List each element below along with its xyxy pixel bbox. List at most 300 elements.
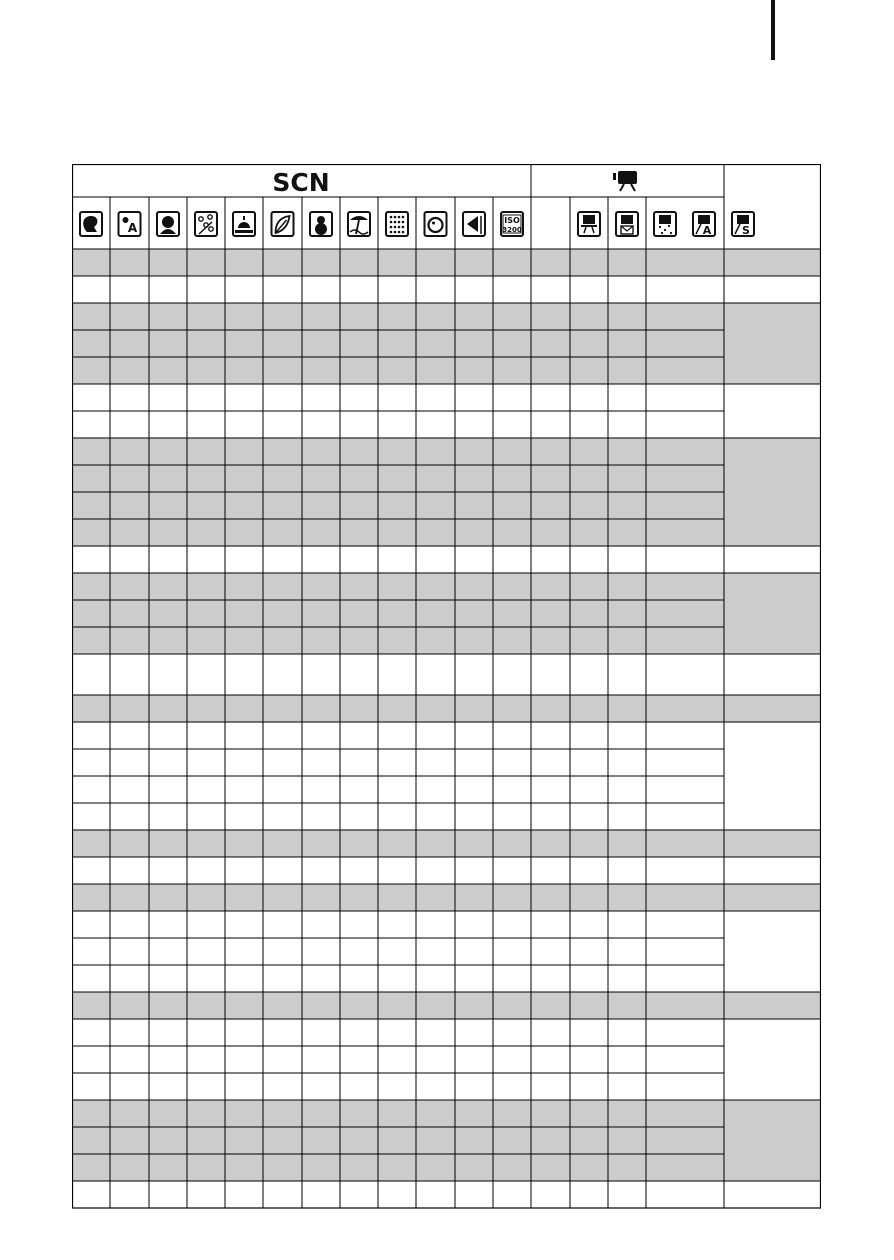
table-cell [608, 695, 646, 722]
table-cell [149, 992, 187, 1019]
table-cell [416, 330, 455, 357]
table-cell [455, 1100, 493, 1127]
table-cell [531, 438, 570, 465]
table-cell [302, 330, 340, 357]
table-cell [455, 600, 493, 627]
table-cell [378, 330, 416, 357]
table-cell [149, 857, 187, 884]
table-cell [110, 1181, 149, 1208]
table-cell [340, 438, 378, 465]
table-cell [416, 911, 455, 938]
movie-camera-icon [613, 171, 637, 191]
table-cell [378, 249, 416, 276]
table-cell [378, 695, 416, 722]
table-cell [531, 857, 570, 884]
table-cell [187, 384, 225, 411]
table-cell [187, 465, 225, 492]
table-row [72, 1046, 724, 1073]
table-cell [263, 465, 302, 492]
table-cell [263, 884, 302, 911]
table-cell [340, 1181, 378, 1208]
table-cell [263, 1046, 302, 1073]
table-cell [263, 627, 302, 654]
table-cell [302, 911, 340, 938]
table-cell [263, 722, 302, 749]
table-cell [110, 492, 149, 519]
table-cell [531, 330, 570, 357]
table-cell [225, 519, 263, 546]
table-cell [378, 965, 416, 992]
table-cell [149, 519, 187, 546]
table-cell [455, 884, 493, 911]
table-cell [570, 384, 608, 411]
table-cell [110, 276, 149, 303]
table-cell [531, 1019, 570, 1046]
table-cell [531, 776, 570, 803]
table-cell [225, 830, 263, 857]
table-cell [72, 722, 110, 749]
table-cell [378, 1181, 416, 1208]
table-cell [646, 492, 724, 519]
table-cell [646, 627, 724, 654]
table-cell [378, 857, 416, 884]
table-cell [340, 1127, 378, 1154]
table-cell [455, 965, 493, 992]
table-cell [72, 803, 110, 830]
table-cell [110, 438, 149, 465]
table-cell [493, 1154, 531, 1181]
table-cell [187, 857, 225, 884]
table-cell [187, 830, 225, 857]
table-grid [72, 164, 821, 1210]
table-cell [493, 519, 531, 546]
notes-cell [724, 249, 821, 276]
table-cell [570, 438, 608, 465]
table-cell [531, 1046, 570, 1073]
table-cell [416, 249, 455, 276]
table-cell [225, 911, 263, 938]
table-cell [493, 546, 531, 573]
table-cell [225, 1019, 263, 1046]
table-cell [263, 384, 302, 411]
table-cell [455, 1127, 493, 1154]
table-cell [455, 303, 493, 330]
table-cell [416, 492, 455, 519]
svg-text:A: A [127, 221, 138, 235]
table-cell [378, 803, 416, 830]
table-cell [531, 1181, 570, 1208]
table-cell [608, 384, 646, 411]
table-cell [493, 330, 531, 357]
table-cell [187, 938, 225, 965]
table-cell [72, 1073, 110, 1100]
table-cell [187, 1100, 225, 1127]
table-cell [646, 573, 724, 600]
table-cell [570, 249, 608, 276]
scn-group-label: SCN [272, 168, 330, 197]
table-cell [531, 627, 570, 654]
notes-cell [724, 1100, 821, 1181]
table-cell [608, 830, 646, 857]
table-cell [570, 749, 608, 776]
table-cell [646, 411, 724, 438]
table-cell [646, 1154, 724, 1181]
table-cell [110, 695, 149, 722]
table-cell [608, 884, 646, 911]
table-cell [187, 965, 225, 992]
table-cell [531, 992, 570, 1019]
table-cell [72, 1154, 110, 1181]
table-cell [493, 600, 531, 627]
table-cell [378, 627, 416, 654]
table-cell [110, 884, 149, 911]
table-cell [378, 722, 416, 749]
table-cell [72, 438, 110, 465]
table-cell [72, 965, 110, 992]
table-cell [455, 992, 493, 1019]
table-cell [493, 411, 531, 438]
table-cell [72, 1100, 110, 1127]
table-cell [110, 249, 149, 276]
table-cell [416, 695, 455, 722]
table-cell [340, 330, 378, 357]
table-cell [531, 938, 570, 965]
table-cell [455, 1181, 493, 1208]
table-cell [608, 1154, 646, 1181]
table-cell [302, 411, 340, 438]
table-row [72, 330, 724, 357]
table-row [72, 357, 724, 384]
table-cell [149, 654, 187, 695]
table-cell [302, 654, 340, 695]
table-cell [416, 992, 455, 1019]
table-cell [187, 1046, 225, 1073]
table-cell [455, 357, 493, 384]
table-cell [646, 654, 724, 695]
sunset-icon [233, 212, 255, 236]
table-cell [225, 357, 263, 384]
table-cell [263, 411, 302, 438]
table-cell [493, 1046, 531, 1073]
table-cell [149, 438, 187, 465]
table-row [72, 465, 724, 492]
table-cell [378, 438, 416, 465]
table-cell [455, 249, 493, 276]
compatibility-table [72, 164, 821, 1215]
table-cell [149, 803, 187, 830]
table-cell [72, 992, 110, 1019]
table-cell [493, 1019, 531, 1046]
table-cell [646, 1046, 724, 1073]
table-cell [646, 1073, 724, 1100]
table-cell [378, 357, 416, 384]
table-cell [378, 1073, 416, 1100]
table-cell [646, 330, 724, 357]
table-cell [531, 1073, 570, 1100]
table-cell [608, 1073, 646, 1100]
table-cell [378, 519, 416, 546]
table-cell [570, 600, 608, 627]
table-cell [110, 1127, 149, 1154]
table-cell [72, 492, 110, 519]
table-cell [302, 1127, 340, 1154]
table-cell [72, 411, 110, 438]
table-cell [608, 465, 646, 492]
table-cell [225, 1046, 263, 1073]
table-cell [608, 938, 646, 965]
table-cell [72, 1019, 110, 1046]
table-cell [72, 911, 110, 938]
table-cell [149, 884, 187, 911]
table-cell [225, 776, 263, 803]
table-cell [263, 695, 302, 722]
table-cell [149, 492, 187, 519]
table-row [72, 992, 821, 1019]
table-cell [570, 695, 608, 722]
table-cell [570, 992, 608, 1019]
table-cell [302, 438, 340, 465]
table-cell [646, 803, 724, 830]
table-cell [110, 911, 149, 938]
table-cell [570, 857, 608, 884]
svg-text:ISO: ISO [504, 216, 520, 225]
table-cell [263, 600, 302, 627]
kids-and-pets-icon [119, 212, 141, 236]
table-cell [340, 1019, 378, 1046]
table-cell [110, 992, 149, 1019]
table-cell [187, 884, 225, 911]
table-cell [646, 519, 724, 546]
notes-cell [724, 722, 821, 830]
table-cell [455, 276, 493, 303]
table-cell [646, 438, 724, 465]
table-cell [531, 600, 570, 627]
table-cell [340, 776, 378, 803]
table-cell [110, 803, 149, 830]
table-cell [570, 965, 608, 992]
table-cell [531, 965, 570, 992]
table-cell [263, 1181, 302, 1208]
table-cell [493, 830, 531, 857]
movie-color-accent-icon [693, 212, 715, 237]
table-cell [340, 992, 378, 1019]
table-cell [225, 438, 263, 465]
table-cell [531, 722, 570, 749]
table-cell [187, 695, 225, 722]
table-cell [416, 1154, 455, 1181]
table-cell [225, 627, 263, 654]
table-cell [110, 857, 149, 884]
table-cell [378, 384, 416, 411]
table-cell [187, 749, 225, 776]
table-cell [646, 965, 724, 992]
table-cell [646, 830, 724, 857]
table-cell [531, 1100, 570, 1127]
table-cell [110, 303, 149, 330]
table-cell [225, 938, 263, 965]
notes-cell [724, 546, 821, 573]
table-header [72, 164, 821, 249]
table-cell [302, 965, 340, 992]
table-cell [225, 303, 263, 330]
table-cell [378, 411, 416, 438]
table-cell [493, 965, 531, 992]
table-cell [493, 992, 531, 1019]
notes-cell [724, 911, 821, 992]
table-cell [493, 722, 531, 749]
table-cell [416, 749, 455, 776]
table-cell [225, 695, 263, 722]
table-cell [340, 857, 378, 884]
notes-cell [724, 438, 821, 546]
table-row [72, 776, 724, 803]
table-cell [455, 384, 493, 411]
table-cell [72, 1127, 110, 1154]
table-cell [263, 749, 302, 776]
table-cell [531, 411, 570, 438]
table-cell [149, 1019, 187, 1046]
table-cell [187, 1181, 225, 1208]
table-cell [110, 519, 149, 546]
notes-cell [724, 1181, 821, 1208]
table-cell [646, 1019, 724, 1046]
table-cell [110, 411, 149, 438]
table-cell [608, 519, 646, 546]
table-cell [263, 1073, 302, 1100]
table-cell [493, 1127, 531, 1154]
table-cell [263, 1100, 302, 1127]
table-cell [225, 411, 263, 438]
table-cell [72, 600, 110, 627]
table-cell [302, 357, 340, 384]
table-cell [531, 519, 570, 546]
table-cell [110, 938, 149, 965]
table-cell [416, 411, 455, 438]
table-cell [531, 803, 570, 830]
table-cell [646, 776, 724, 803]
table-row [72, 857, 821, 884]
table-cell [149, 600, 187, 627]
table-cell [72, 384, 110, 411]
table-cell [225, 992, 263, 1019]
table-cell [263, 992, 302, 1019]
table-cell [608, 992, 646, 1019]
table-cell [416, 600, 455, 627]
table-cell [340, 357, 378, 384]
table-cell [531, 249, 570, 276]
table-cell [149, 546, 187, 573]
movie-email-icon [616, 212, 638, 236]
table-cell [263, 303, 302, 330]
table-cell [187, 546, 225, 573]
table-cell [570, 1046, 608, 1073]
table-cell [302, 830, 340, 857]
table-cell [149, 938, 187, 965]
table-cell [493, 1073, 531, 1100]
table-cell [531, 573, 570, 600]
table-cell [302, 803, 340, 830]
table-cell [493, 695, 531, 722]
table-cell [263, 546, 302, 573]
table-cell [570, 938, 608, 965]
table-cell [531, 830, 570, 857]
table-cell [608, 276, 646, 303]
table-cell [493, 627, 531, 654]
table-cell [340, 695, 378, 722]
table-cell [416, 384, 455, 411]
table-cell [608, 1019, 646, 1046]
table-cell [646, 749, 724, 776]
table-cell [340, 519, 378, 546]
table-cell [302, 492, 340, 519]
table-cell [72, 465, 110, 492]
table-cell [416, 303, 455, 330]
table-cell [455, 546, 493, 573]
table-cell [149, 911, 187, 938]
table-cell [531, 884, 570, 911]
table-cell [225, 749, 263, 776]
svg-text:S: S [742, 224, 750, 237]
table-row [72, 830, 821, 857]
table-cell [455, 1046, 493, 1073]
table-row [72, 695, 821, 722]
table-cell [302, 303, 340, 330]
table-cell [608, 776, 646, 803]
table-cell [531, 357, 570, 384]
table-cell [187, 654, 225, 695]
table-cell [340, 1073, 378, 1100]
table-row [72, 1154, 724, 1181]
table-cell [187, 803, 225, 830]
table-cell [608, 1046, 646, 1073]
table-cell [646, 695, 724, 722]
table-cell [149, 384, 187, 411]
table-cell [608, 965, 646, 992]
table-cell [378, 884, 416, 911]
table-cell [225, 492, 263, 519]
table-cell [570, 465, 608, 492]
table-cell [646, 384, 724, 411]
table-cell [263, 357, 302, 384]
table-cell [340, 722, 378, 749]
table-cell [570, 519, 608, 546]
table-cell [302, 695, 340, 722]
table-cell [570, 884, 608, 911]
table-cell [302, 546, 340, 573]
table-cell [455, 438, 493, 465]
table-cell [263, 654, 302, 695]
table-cell [149, 1100, 187, 1127]
table-cell [263, 1154, 302, 1181]
table-cell [110, 1154, 149, 1181]
table-cell [570, 573, 608, 600]
table-cell [263, 938, 302, 965]
table-cell [302, 384, 340, 411]
table-cell [225, 1100, 263, 1127]
table-cell [416, 722, 455, 749]
table-cell [570, 1073, 608, 1100]
table-cell [340, 965, 378, 992]
table-cell [416, 938, 455, 965]
table-cell [646, 357, 724, 384]
table-cell [263, 830, 302, 857]
table-cell [225, 276, 263, 303]
notes-cell [724, 695, 821, 722]
table-cell [455, 1154, 493, 1181]
table-cell [608, 303, 646, 330]
table-cell [149, 1181, 187, 1208]
table-cell [340, 573, 378, 600]
